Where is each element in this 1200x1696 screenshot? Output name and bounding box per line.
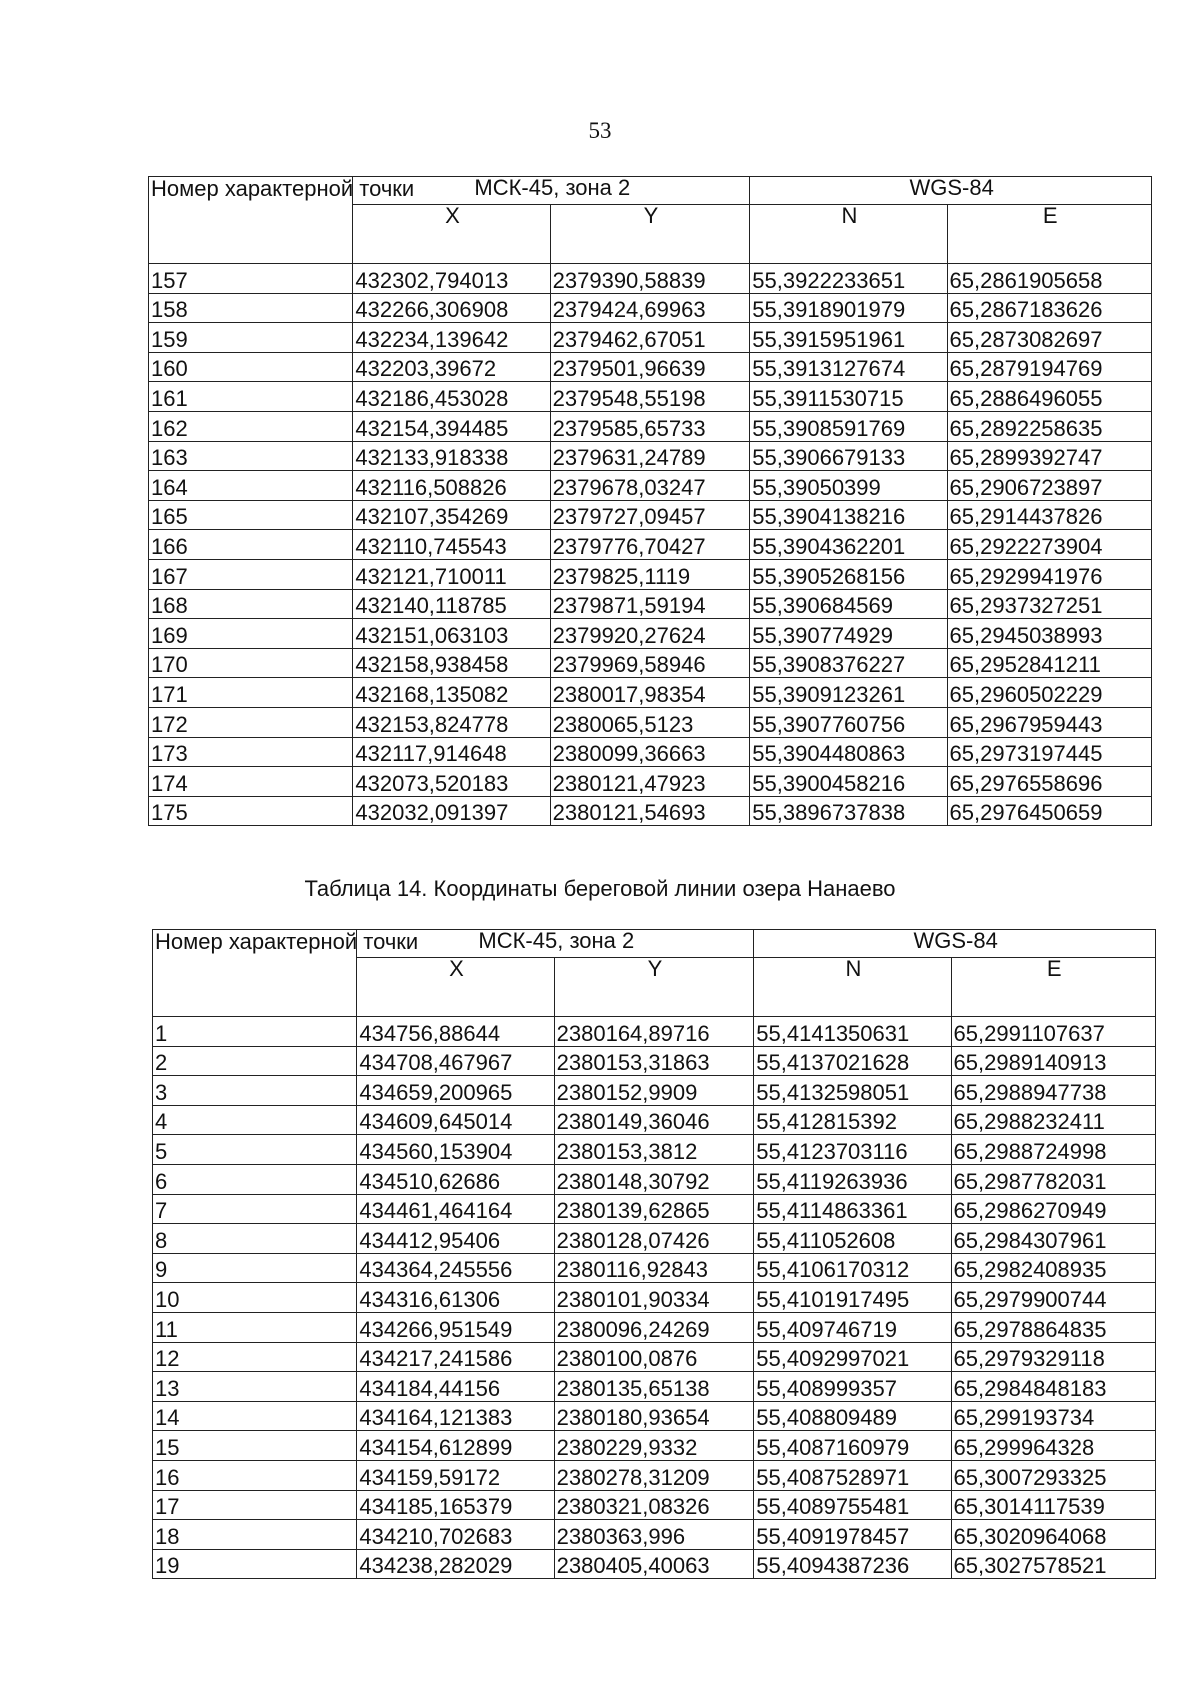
table-caption: Таблица 14. Координаты береговой линии озера Нанаево bbox=[304, 876, 896, 901]
point-number-cell: 15 bbox=[153, 1431, 357, 1461]
table-row bbox=[153, 1372, 1156, 1402]
table-row bbox=[153, 1312, 1156, 1342]
point-number-cell: 175 bbox=[149, 796, 353, 826]
table-row bbox=[149, 471, 1152, 501]
point-number-cell: 6 bbox=[153, 1164, 357, 1194]
x-cell: 432158,938458 bbox=[353, 648, 550, 678]
x-cell: 434210,702683 bbox=[357, 1520, 554, 1550]
e-cell: 65,2988232411 bbox=[951, 1105, 1155, 1135]
y-cell: 2379548,55198 bbox=[550, 382, 750, 412]
n-cell: 55,3908591769 bbox=[750, 411, 947, 441]
table-row bbox=[149, 530, 1152, 560]
point-number-cell: 14 bbox=[153, 1401, 357, 1431]
y-cell: 2380101,90334 bbox=[554, 1283, 754, 1313]
e-cell: 65,2988724998 bbox=[951, 1135, 1155, 1165]
n-cell: 55,409746719 bbox=[754, 1312, 951, 1342]
point-number-cell: 13 bbox=[153, 1372, 357, 1402]
n-cell: 55,3909123261 bbox=[750, 678, 947, 708]
n-cell: 55,39050399 bbox=[750, 471, 947, 501]
n-cell: 55,4101917495 bbox=[754, 1283, 951, 1313]
wgs84-header: WGS-84 bbox=[754, 930, 1156, 958]
n-cell: 55,3904480863 bbox=[750, 737, 947, 767]
e-cell: 65,2952841211 bbox=[947, 648, 1151, 678]
table-row bbox=[149, 678, 1152, 708]
n-cell: 55,4106170312 bbox=[754, 1253, 951, 1283]
x-cell: 432168,135082 bbox=[353, 678, 550, 708]
e-cell: 65,2987782031 bbox=[951, 1164, 1155, 1194]
table-bottom-body bbox=[153, 1017, 1156, 1579]
n-header: N bbox=[750, 205, 947, 264]
table-row bbox=[153, 1431, 1156, 1461]
table-row bbox=[149, 767, 1152, 797]
e-cell: 65,3027578521 bbox=[951, 1549, 1155, 1579]
table-row bbox=[153, 1520, 1156, 1550]
point-number-cell: 3 bbox=[153, 1076, 357, 1106]
y-cell: 2379424,69963 bbox=[550, 293, 750, 323]
point-number-cell: 8 bbox=[153, 1224, 357, 1254]
point-number-header: Номер характерной точки bbox=[153, 930, 357, 1017]
x-cell: 434184,44156 bbox=[357, 1372, 554, 1402]
e-cell: 65,2922273904 bbox=[947, 530, 1151, 560]
x-header: X bbox=[353, 205, 550, 264]
y-cell: 2380153,31863 bbox=[554, 1046, 754, 1076]
point-number-cell: 165 bbox=[149, 500, 353, 530]
table-row bbox=[149, 737, 1152, 767]
x-cell: 434461,464164 bbox=[357, 1194, 554, 1224]
point-number-cell: 173 bbox=[149, 737, 353, 767]
x-cell: 434159,59172 bbox=[357, 1460, 554, 1490]
y-cell: 2380278,31209 bbox=[554, 1460, 754, 1490]
n-cell: 55,3915951961 bbox=[750, 323, 947, 353]
table-row bbox=[149, 500, 1152, 530]
y-cell: 2379776,70427 bbox=[550, 530, 750, 560]
e-header: E bbox=[951, 958, 1155, 1017]
table-row bbox=[153, 1401, 1156, 1431]
x-cell: 432140,118785 bbox=[353, 589, 550, 619]
point-number-cell: 159 bbox=[149, 323, 353, 353]
n-cell: 55,3900458216 bbox=[750, 767, 947, 797]
e-cell: 65,2988947738 bbox=[951, 1076, 1155, 1106]
y-cell: 2380139,62865 bbox=[554, 1194, 754, 1224]
table-row bbox=[153, 1046, 1156, 1076]
e-cell: 65,299193734 bbox=[951, 1401, 1155, 1431]
x-cell: 434217,241586 bbox=[357, 1342, 554, 1372]
e-cell: 65,2979329118 bbox=[951, 1342, 1155, 1372]
x-cell: 432203,39672 bbox=[353, 352, 550, 382]
x-cell: 434560,153904 bbox=[357, 1135, 554, 1165]
x-cell: 432116,508826 bbox=[353, 471, 550, 501]
table-row bbox=[153, 1135, 1156, 1165]
table-row bbox=[149, 559, 1152, 589]
n-cell: 55,3913127674 bbox=[750, 352, 947, 382]
point-number-cell: 7 bbox=[153, 1194, 357, 1224]
y-cell: 2380121,47923 bbox=[550, 767, 750, 797]
table-row bbox=[153, 1342, 1156, 1372]
table-row bbox=[149, 707, 1152, 737]
x-cell: 432110,745543 bbox=[353, 530, 550, 560]
x-cell: 434659,200965 bbox=[357, 1076, 554, 1106]
x-cell: 432032,091397 bbox=[353, 796, 550, 826]
x-cell: 434708,467967 bbox=[357, 1046, 554, 1076]
table-row bbox=[153, 1253, 1156, 1283]
point-number-cell: 171 bbox=[149, 678, 353, 708]
e-cell: 65,2979900744 bbox=[951, 1283, 1155, 1313]
x-cell: 432151,063103 bbox=[353, 619, 550, 649]
y-cell: 2379462,67051 bbox=[550, 323, 750, 353]
table-row bbox=[149, 411, 1152, 441]
y-cell: 2380148,30792 bbox=[554, 1164, 754, 1194]
x-cell: 434266,951549 bbox=[357, 1312, 554, 1342]
point-number-cell: 17 bbox=[153, 1490, 357, 1520]
e-cell: 65,2984307961 bbox=[951, 1224, 1155, 1254]
n-cell: 55,3922233651 bbox=[750, 264, 947, 294]
table-row bbox=[149, 293, 1152, 323]
e-cell: 65,2879194769 bbox=[947, 352, 1151, 382]
table-row bbox=[153, 1105, 1156, 1135]
e-cell: 65,2991107637 bbox=[951, 1017, 1155, 1047]
x-cell: 432154,394485 bbox=[353, 411, 550, 441]
point-number-cell: 157 bbox=[149, 264, 353, 294]
n-cell: 55,3906679133 bbox=[750, 441, 947, 471]
n-cell: 55,3911530715 bbox=[750, 382, 947, 412]
x-cell: 434609,645014 bbox=[357, 1105, 554, 1135]
point-number-header: Номер характерной точки bbox=[149, 177, 353, 264]
point-number-cell: 168 bbox=[149, 589, 353, 619]
e-cell: 65,2976558696 bbox=[947, 767, 1151, 797]
n-cell: 55,4089755481 bbox=[754, 1490, 951, 1520]
table-row bbox=[153, 1224, 1156, 1254]
y-cell: 2380100,0876 bbox=[554, 1342, 754, 1372]
y-cell: 2379501,96639 bbox=[550, 352, 750, 382]
x-cell: 434510,62686 bbox=[357, 1164, 554, 1194]
e-cell: 65,2976450659 bbox=[947, 796, 1151, 826]
table-row bbox=[149, 648, 1152, 678]
n-cell: 55,411052608 bbox=[754, 1224, 951, 1254]
n-cell: 55,408999357 bbox=[754, 1372, 951, 1402]
point-number-cell: 11 bbox=[153, 1312, 357, 1342]
point-number-cell: 4 bbox=[153, 1105, 357, 1135]
n-cell: 55,4119263936 bbox=[754, 1164, 951, 1194]
table-row bbox=[153, 1490, 1156, 1520]
x-cell: 432302,794013 bbox=[353, 264, 550, 294]
table-row bbox=[153, 1164, 1156, 1194]
point-number-cell: 19 bbox=[153, 1549, 357, 1579]
point-number-cell: 158 bbox=[149, 293, 353, 323]
e-cell: 65,2892258635 bbox=[947, 411, 1151, 441]
y-header: Y bbox=[554, 958, 754, 1017]
e-cell: 65,299964328 bbox=[951, 1431, 1155, 1461]
n-cell: 55,408809489 bbox=[754, 1401, 951, 1431]
e-header: E bbox=[947, 205, 1151, 264]
point-number-cell: 170 bbox=[149, 648, 353, 678]
e-cell: 65,2982408935 bbox=[951, 1253, 1155, 1283]
x-cell: 434364,245556 bbox=[357, 1253, 554, 1283]
e-cell: 65,3020964068 bbox=[951, 1520, 1155, 1550]
y-cell: 2380116,92843 bbox=[554, 1253, 754, 1283]
x-cell: 432117,914648 bbox=[353, 737, 550, 767]
x-cell: 432107,354269 bbox=[353, 500, 550, 530]
e-cell: 65,2973197445 bbox=[947, 737, 1151, 767]
y-cell: 2380180,93654 bbox=[554, 1401, 754, 1431]
point-number-cell: 16 bbox=[153, 1460, 357, 1490]
wgs84-header: WGS-84 bbox=[750, 177, 1152, 205]
point-number-cell: 166 bbox=[149, 530, 353, 560]
e-cell: 65,3014117539 bbox=[951, 1490, 1155, 1520]
n-cell: 55,3896737838 bbox=[750, 796, 947, 826]
x-cell: 432153,824778 bbox=[353, 707, 550, 737]
coordinates-table-bottom bbox=[152, 929, 1156, 1579]
table-row bbox=[149, 382, 1152, 412]
y-cell: 2379825,1119 bbox=[550, 559, 750, 589]
point-number-cell: 169 bbox=[149, 619, 353, 649]
msk45-header: МСК-45, зона 2 bbox=[353, 177, 750, 205]
y-cell: 2380229,9332 bbox=[554, 1431, 754, 1461]
table-top-body bbox=[149, 264, 1152, 826]
y-cell: 2380363,996 bbox=[554, 1520, 754, 1550]
point-number-cell: 18 bbox=[153, 1520, 357, 1550]
table-row bbox=[149, 323, 1152, 353]
y-cell: 2380153,3812 bbox=[554, 1135, 754, 1165]
table-row bbox=[153, 1017, 1156, 1047]
x-cell: 434185,165379 bbox=[357, 1490, 554, 1520]
point-number-cell: 2 bbox=[153, 1046, 357, 1076]
table-row bbox=[153, 1460, 1156, 1490]
point-number-cell: 172 bbox=[149, 707, 353, 737]
table-row bbox=[149, 619, 1152, 649]
table-row bbox=[149, 264, 1152, 294]
y-cell: 2380152,9909 bbox=[554, 1076, 754, 1106]
y-cell: 2380321,08326 bbox=[554, 1490, 754, 1520]
x-cell: 434316,61306 bbox=[357, 1283, 554, 1313]
e-cell: 65,2937327251 bbox=[947, 589, 1151, 619]
y-cell: 2379678,03247 bbox=[550, 471, 750, 501]
point-number-cell: 164 bbox=[149, 471, 353, 501]
x-cell: 432073,520183 bbox=[353, 767, 550, 797]
point-number-cell: 167 bbox=[149, 559, 353, 589]
table-row bbox=[153, 1194, 1156, 1224]
n-cell: 55,4123703116 bbox=[754, 1135, 951, 1165]
point-number-cell: 174 bbox=[149, 767, 353, 797]
n-cell: 55,390774929 bbox=[750, 619, 947, 649]
n-cell: 55,4137021628 bbox=[754, 1046, 951, 1076]
e-cell: 65,2899392747 bbox=[947, 441, 1151, 471]
n-cell: 55,4094387236 bbox=[754, 1549, 951, 1579]
n-cell: 55,4087528971 bbox=[754, 1460, 951, 1490]
y-cell: 2380405,40063 bbox=[554, 1549, 754, 1579]
x-cell: 434412,95406 bbox=[357, 1224, 554, 1254]
n-cell: 55,4092997021 bbox=[754, 1342, 951, 1372]
e-cell: 65,2867183626 bbox=[947, 293, 1151, 323]
n-cell: 55,4114863361 bbox=[754, 1194, 951, 1224]
y-cell: 2380128,07426 bbox=[554, 1224, 754, 1254]
y-cell: 2380121,54693 bbox=[550, 796, 750, 826]
point-number-cell: 160 bbox=[149, 352, 353, 382]
point-number-cell: 10 bbox=[153, 1283, 357, 1313]
x-header: X bbox=[357, 958, 554, 1017]
point-number-cell: 162 bbox=[149, 411, 353, 441]
y-cell: 2380099,36663 bbox=[550, 737, 750, 767]
table-row bbox=[153, 1283, 1156, 1313]
e-cell: 65,2984848183 bbox=[951, 1372, 1155, 1402]
point-number-cell: 5 bbox=[153, 1135, 357, 1165]
n-cell: 55,3904362201 bbox=[750, 530, 947, 560]
x-cell: 434164,121383 bbox=[357, 1401, 554, 1431]
e-cell: 65,2906723897 bbox=[947, 471, 1151, 501]
e-cell: 65,2978864835 bbox=[951, 1312, 1155, 1342]
y-cell: 2379969,58946 bbox=[550, 648, 750, 678]
e-cell: 65,2861905658 bbox=[947, 264, 1151, 294]
n-cell: 55,4132598051 bbox=[754, 1076, 951, 1106]
page-number: 53 bbox=[588, 118, 612, 143]
x-cell: 432266,306908 bbox=[353, 293, 550, 323]
point-number-cell: 163 bbox=[149, 441, 353, 471]
y-cell: 2380017,98354 bbox=[550, 678, 750, 708]
e-cell: 65,2873082697 bbox=[947, 323, 1151, 353]
n-cell: 55,390684569 bbox=[750, 589, 947, 619]
y-cell: 2380096,24269 bbox=[554, 1312, 754, 1342]
x-cell: 434238,282029 bbox=[357, 1549, 554, 1579]
e-cell: 65,2929941976 bbox=[947, 559, 1151, 589]
y-cell: 2379390,58839 bbox=[550, 264, 750, 294]
y-header: Y bbox=[550, 205, 750, 264]
e-cell: 65,2886496055 bbox=[947, 382, 1151, 412]
e-cell: 65,2989140913 bbox=[951, 1046, 1155, 1076]
y-cell: 2379920,27624 bbox=[550, 619, 750, 649]
n-cell: 55,412815392 bbox=[754, 1105, 951, 1135]
e-cell: 65,2986270949 bbox=[951, 1194, 1155, 1224]
y-cell: 2380164,89716 bbox=[554, 1017, 754, 1047]
n-cell: 55,3918901979 bbox=[750, 293, 947, 323]
y-cell: 2380135,65138 bbox=[554, 1372, 754, 1402]
table-row bbox=[149, 796, 1152, 826]
x-cell: 434756,88644 bbox=[357, 1017, 554, 1047]
x-cell: 432133,918338 bbox=[353, 441, 550, 471]
x-cell: 432121,710011 bbox=[353, 559, 550, 589]
point-number-cell: 1 bbox=[153, 1017, 357, 1047]
n-cell: 55,4141350631 bbox=[754, 1017, 951, 1047]
table-row bbox=[149, 441, 1152, 471]
coordinates-table-top bbox=[148, 176, 1152, 826]
y-cell: 2379871,59194 bbox=[550, 589, 750, 619]
point-number-cell: 9 bbox=[153, 1253, 357, 1283]
y-cell: 2380149,36046 bbox=[554, 1105, 754, 1135]
x-cell: 432234,139642 bbox=[353, 323, 550, 353]
y-cell: 2379631,24789 bbox=[550, 441, 750, 471]
msk45-header: МСК-45, зона 2 bbox=[357, 930, 754, 958]
e-cell: 65,2914437826 bbox=[947, 500, 1151, 530]
point-number-cell: 161 bbox=[149, 382, 353, 412]
e-cell: 65,3007293325 bbox=[951, 1460, 1155, 1490]
y-cell: 2380065,5123 bbox=[550, 707, 750, 737]
n-header: N bbox=[754, 958, 951, 1017]
e-cell: 65,2967959443 bbox=[947, 707, 1151, 737]
e-cell: 65,2960502229 bbox=[947, 678, 1151, 708]
table-row bbox=[153, 1076, 1156, 1106]
table-row bbox=[153, 1549, 1156, 1579]
n-cell: 55,3907760756 bbox=[750, 707, 947, 737]
table-row bbox=[149, 352, 1152, 382]
e-cell: 65,2945038993 bbox=[947, 619, 1151, 649]
n-cell: 55,3904138216 bbox=[750, 500, 947, 530]
table-row bbox=[149, 589, 1152, 619]
n-cell: 55,4087160979 bbox=[754, 1431, 951, 1461]
n-cell: 55,4091978457 bbox=[754, 1520, 951, 1550]
point-number-cell: 12 bbox=[153, 1342, 357, 1372]
y-cell: 2379727,09457 bbox=[550, 500, 750, 530]
x-cell: 434154,612899 bbox=[357, 1431, 554, 1461]
y-cell: 2379585,65733 bbox=[550, 411, 750, 441]
n-cell: 55,3905268156 bbox=[750, 559, 947, 589]
x-cell: 432186,453028 bbox=[353, 382, 550, 412]
n-cell: 55,3908376227 bbox=[750, 648, 947, 678]
